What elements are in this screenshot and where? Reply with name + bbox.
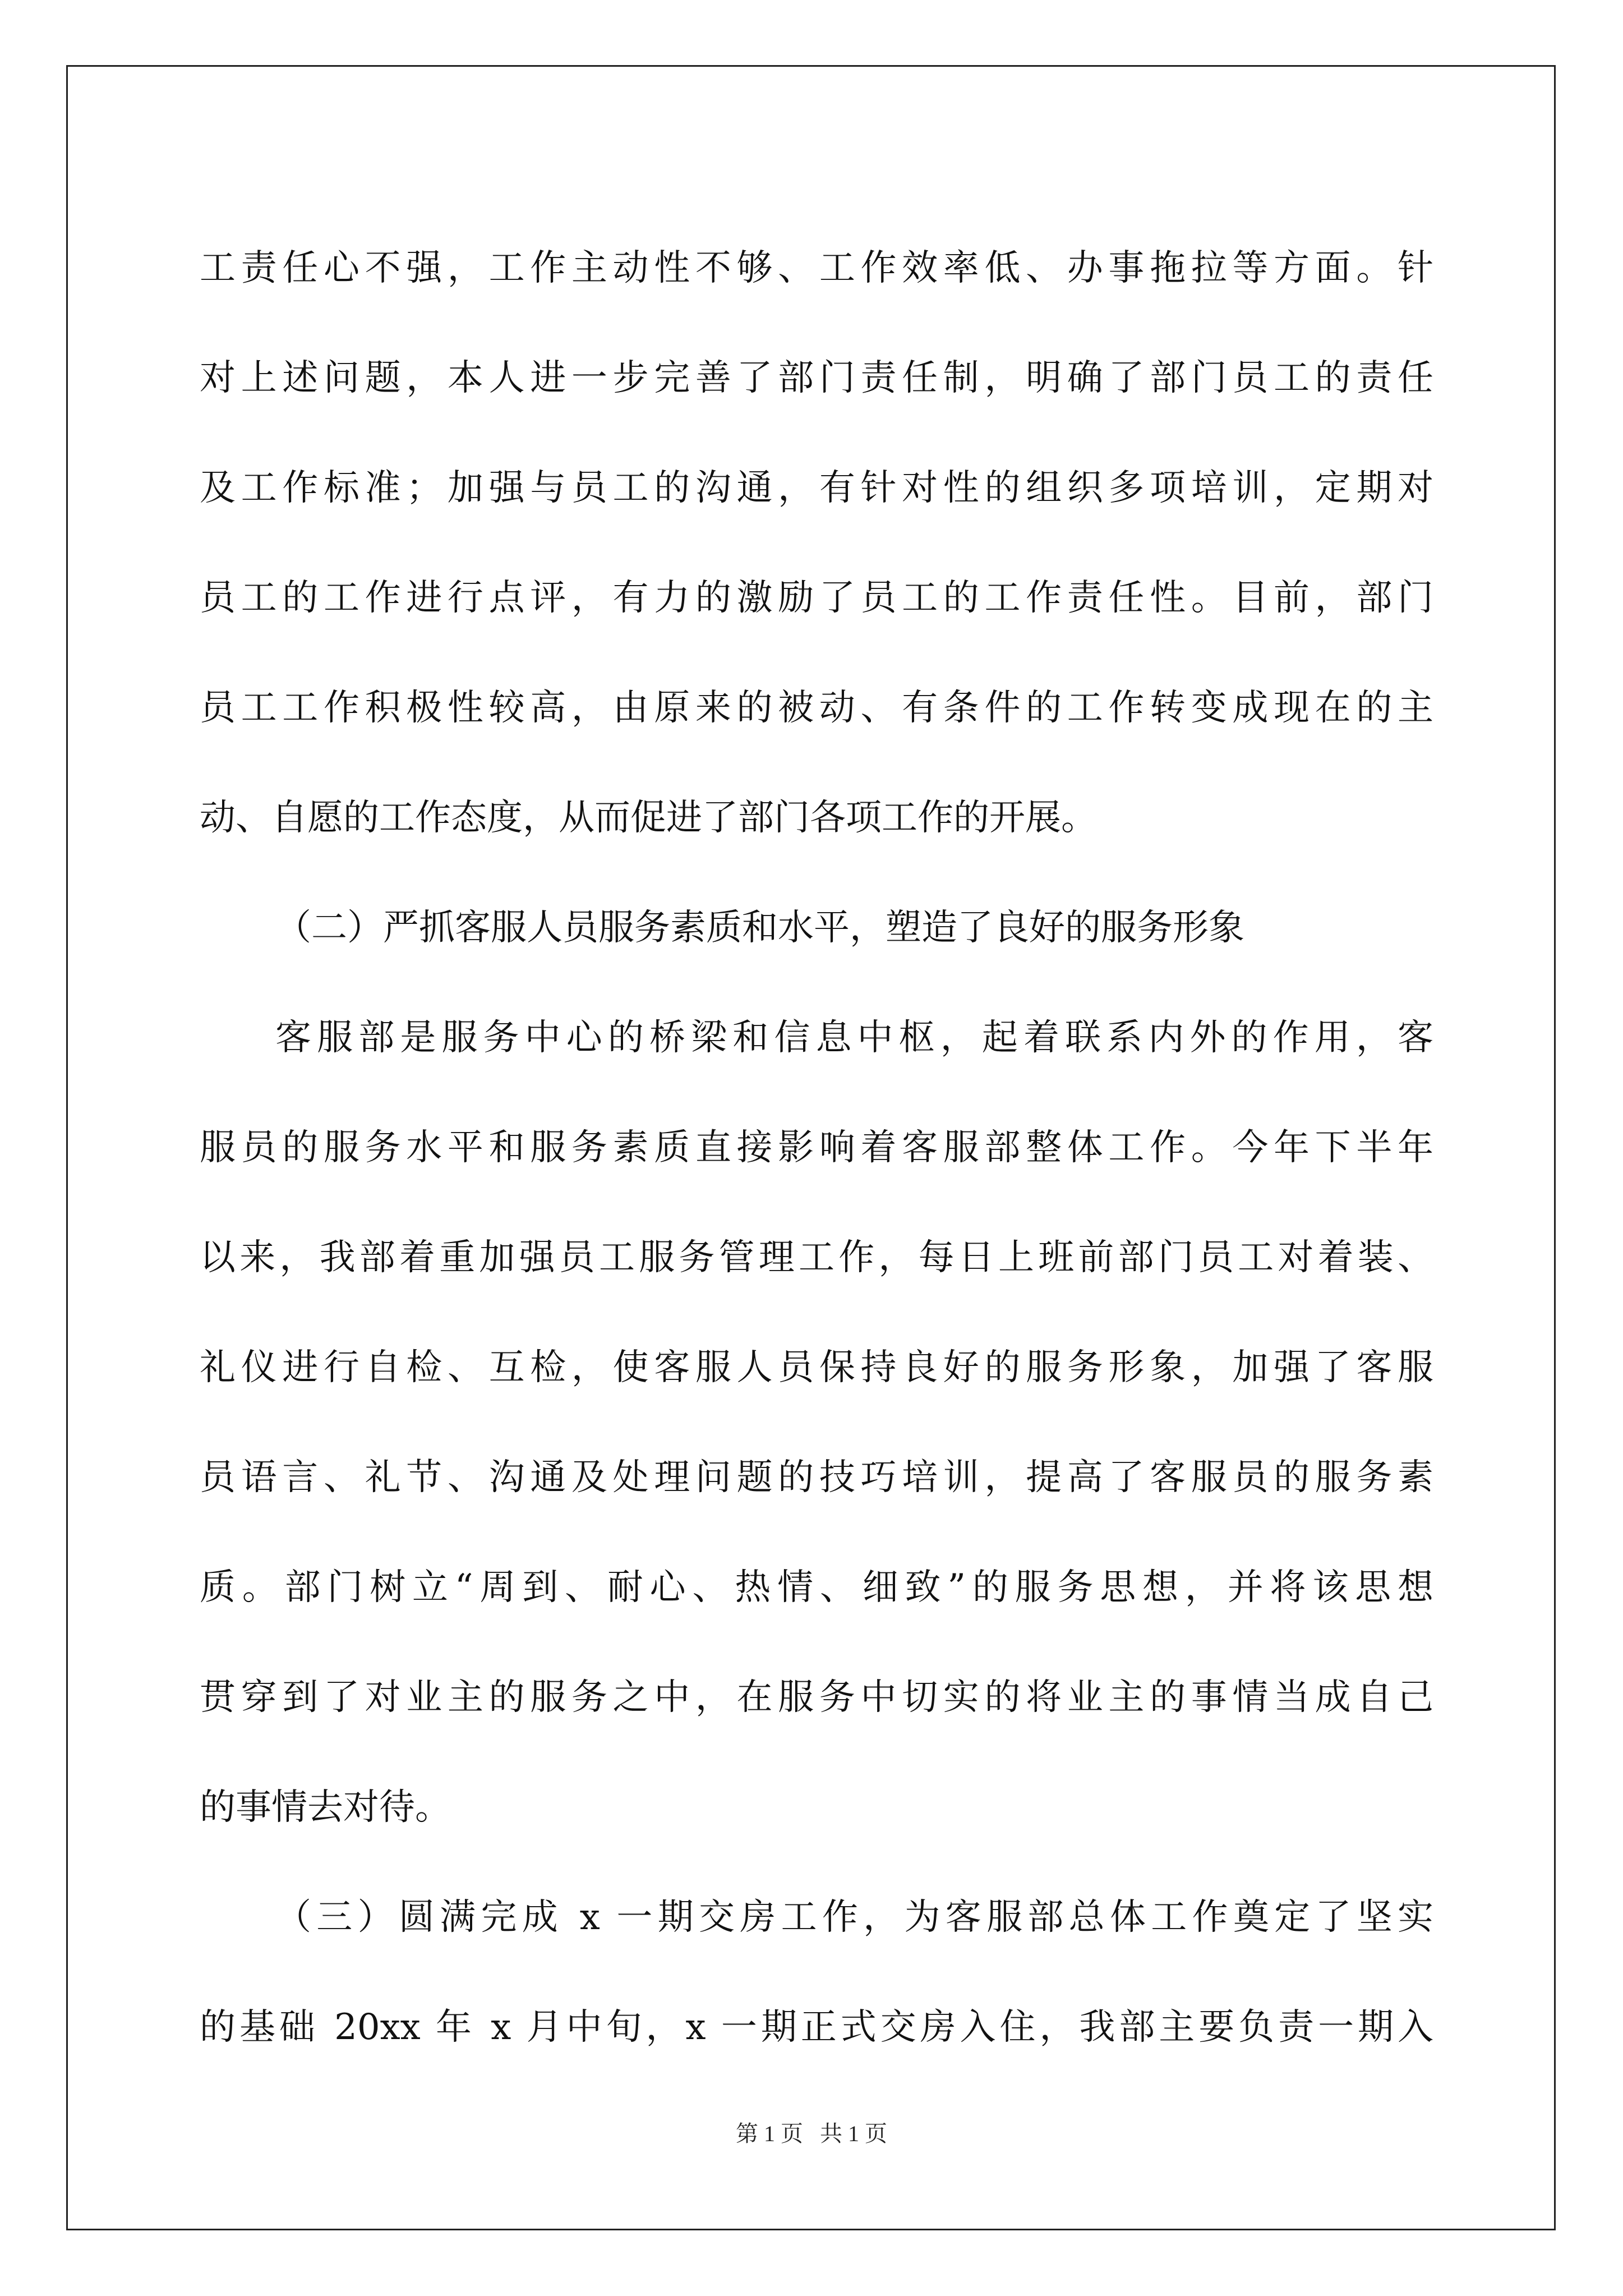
body-line: 动、自愿的工作态度，从而促进了部门各项工作的开展。 (200, 797, 1097, 839)
body-line: 服员的服务水平和服务素质直接影响着客服部整体工作。今年下半年 (200, 1127, 1433, 1168)
body-line: 贯穿到了对业主的服务之中，在服务中切实的将业主的事情当成自己 (200, 1677, 1433, 1718)
body-line: 的基础 20xx 年 x 月中旬，x 一期正式交房入住，我部主要负责一期入 (200, 2007, 1433, 2048)
body-line: 以来，我部着重加强员工服务管理工作，每日上班前部门员工对着装、 (200, 1237, 1433, 1278)
section-heading: （二）严抓客服人员服务素质和水平，塑造了良好的服务形象 (275, 907, 1244, 949)
body-line: 员工工作积极性较高，由原来的被动、有条件的工作转变成现在的主 (200, 687, 1433, 729)
section-heading: （三）圆满完成 x 一期交房工作，为客服部总体工作奠定了坚实 (275, 1897, 1433, 1938)
body-line: 及工作标准；加强与员工的沟通，有针对性的组织多项培训，定期对 (200, 467, 1433, 509)
body-line: 工责任心不强，工作主动性不够、工作效率低、办事拖拉等方面。针 (200, 247, 1433, 289)
body-line: 客服部是服务中心的桥梁和信息中枢，起着联系内外的作用，客 (275, 1017, 1433, 1059)
body-line: 礼仪进行自检、互检，使客服人员保持良好的服务形象，加强了客服 (200, 1347, 1433, 1388)
body-line: 员语言、礼节、沟通及处理问题的技巧培训，提高了客服员的服务素 (200, 1457, 1433, 1498)
body-line: 对上述问题，本人进一步完善了部门责任制，明确了部门员工的责任 (200, 357, 1433, 399)
document-body (200, 213, 1433, 2082)
page-number-footer: 第 1 页 共 1 页 (736, 2121, 887, 2146)
body-line: 的事情去对待。 (200, 1787, 451, 1828)
body-line: 员工的工作进行点评，有力的激励了员工的工作责任性。目前，部门 (200, 577, 1433, 619)
body-line: 质。部门树立“周到、耐心、热情、细致”的服务思想，并将该思想 (200, 1567, 1433, 1608)
